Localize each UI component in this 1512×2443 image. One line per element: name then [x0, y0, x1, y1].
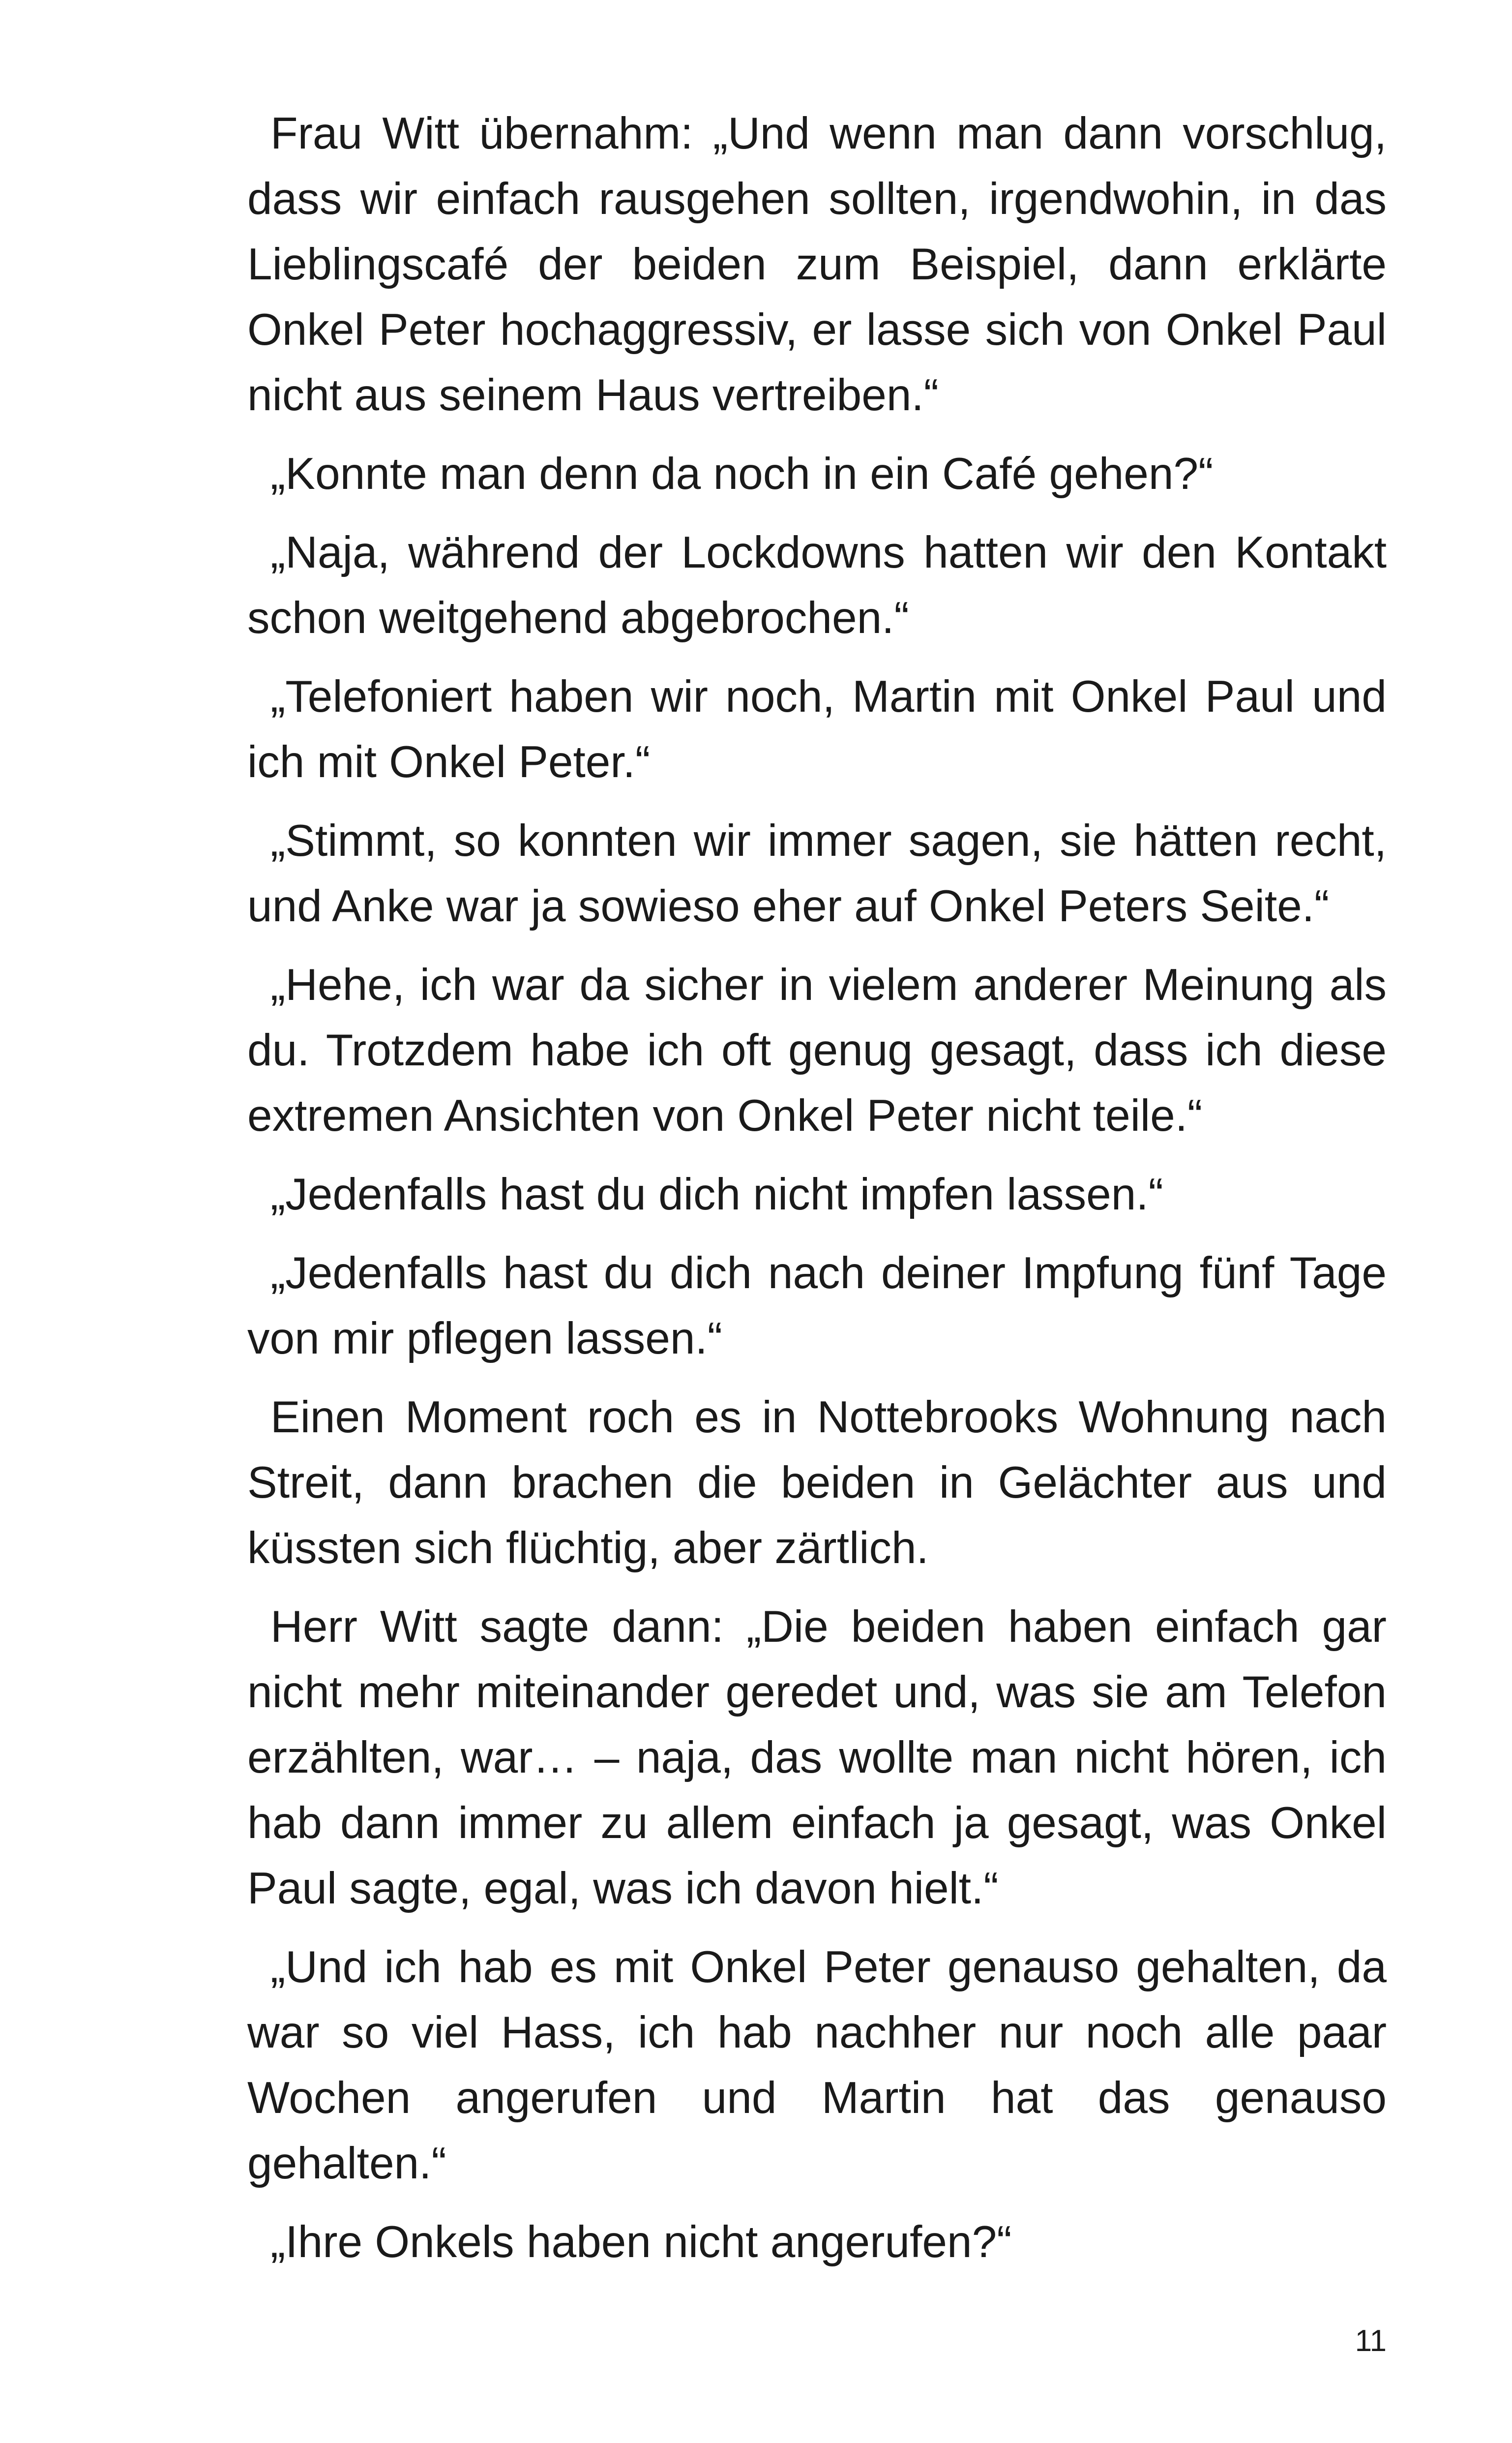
body-text [247, 101, 1387, 2288]
paragraph: Herr Witt sagte dann: „Die beiden haben einfach gar nicht mehr miteinander geredet und, was sie am Telefon erzählten, war… – naja, das wollte man nicht hören, ich hab dann immer zu allem einfach ja gesagt, was Onkel Paul sagte, egal, was ich davon hielt.“ [247, 1602, 1387, 1913]
paragraph: „Jedenfalls hast du dich nicht impfen lassen.“ [270, 1170, 1163, 1219]
paragraph: „Hehe, ich war da sicher in vielem anderer Meinung als du. Trotzdem habe ich oft genug gesagt, dass ich diese extremen Ansichten von Onkel Peter nicht teile.“ [247, 960, 1387, 1141]
paragraph: Einen Moment roch es in Nottebrooks Wohnung nach Streit, dann brachen die beiden in Gelächter aus und küssten sich flüchtig, aber zärtlich. [247, 1392, 1387, 1573]
paragraph: „Telefoniert haben wir noch, Martin mit Onkel Paul und ich mit Onkel Peter.“ [247, 672, 1387, 787]
paragraph: „Konnte man denn da noch in ein Café gehen?“ [270, 449, 1214, 499]
paragraph: „Jedenfalls hast du dich nach deiner Impfung fünf Tage von mir pflegen lassen.“ [247, 1248, 1387, 1363]
paragraph: „Naja, während der Lockdowns hatten wir den Kontakt schon weitgehend abgebrochen.“ [247, 528, 1387, 643]
paragraph: „Ihre Onkels haben nicht angerufen?“ [270, 2217, 1012, 2267]
paragraph: Frau Witt übernahm: „Und wenn man dann vorschlug, dass wir einfach rausgehen sollten, irgendwohin, in das Lieblingscafé der beiden zum Beispiel, dann erklärte Onkel Peter hochaggressiv, er lasse sich von Onkel Paul nicht aus seinem Haus vertreiben.“ [247, 109, 1387, 420]
page-number: 11 [1355, 2324, 1387, 2358]
paragraph: „Stimmt, so konnten wir immer sagen, sie hätten recht, und Anke war ja sowieso eher auf Onkel Peters Seite.“ [247, 816, 1387, 931]
paragraph: „Und ich hab es mit Onkel Peter genauso gehalten, da war so viel Hass, ich hab nachher nur noch alle paar Wochen angerufen und Martin hat das genauso gehalten.“ [247, 1942, 1387, 2188]
